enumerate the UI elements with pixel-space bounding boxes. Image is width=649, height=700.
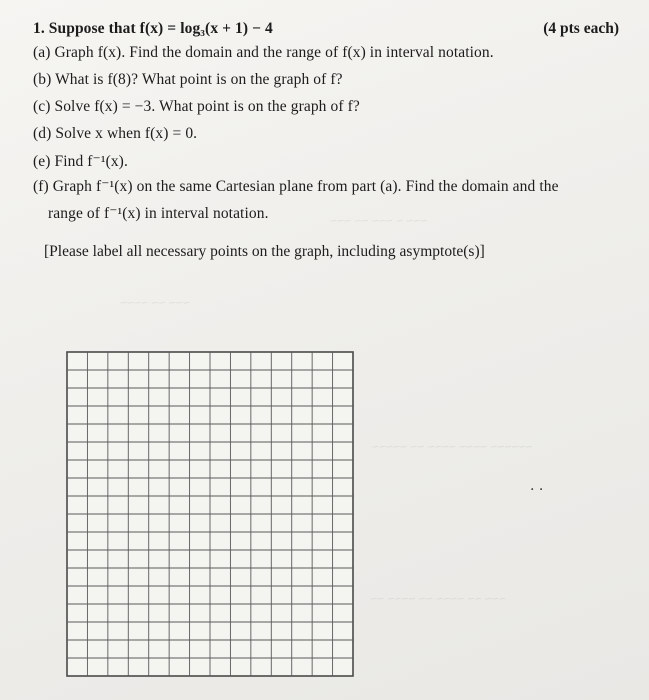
- stray-marks: . .: [530, 478, 544, 494]
- part-a: (a) Graph f(x). Find the domain and the range of f(x) in interval notation.: [33, 44, 494, 61]
- points-label: (4 pts each): [543, 20, 619, 37]
- question-heading: 1. Suppose that f(x) = log₃(x + 1) − 4: [33, 20, 273, 37]
- part-b: (b) What is f(8)? What point is on the graph of f?: [33, 71, 343, 88]
- graph-paper-grid: [66, 351, 354, 677]
- part-d: (d) Solve x when f(x) = 0.: [33, 125, 198, 142]
- instruction-note: [Please label all necessary points on the graph, including asymptote(s)]: [44, 243, 485, 260]
- bleed-through-text: ~~~ ~ ~~~ ~~ ~~~: [330, 214, 428, 228]
- grid-svg: [66, 351, 354, 677]
- bleed-through-text: ~~~ ~~ ~~~~ ~~ ~~~~ ~~: [370, 592, 506, 606]
- bleed-through-text: ~~~ ~~ ~~~~: [120, 296, 190, 310]
- part-f: (f) Graph f⁻¹(x) on the same Cartesian plane from part (a). Find the domain and the: [33, 178, 559, 195]
- bleed-through-text: ~~~~~~ ~~~~ ~~~~ ~~ ~~~~~: [372, 440, 533, 454]
- part-e: (e) Find f⁻¹(x).: [33, 153, 128, 170]
- part-c: (c) Solve f(x) = −3. What point is on the graph of f?: [33, 98, 360, 115]
- part-f-continued: range of f⁻¹(x) in interval notation.: [48, 205, 269, 222]
